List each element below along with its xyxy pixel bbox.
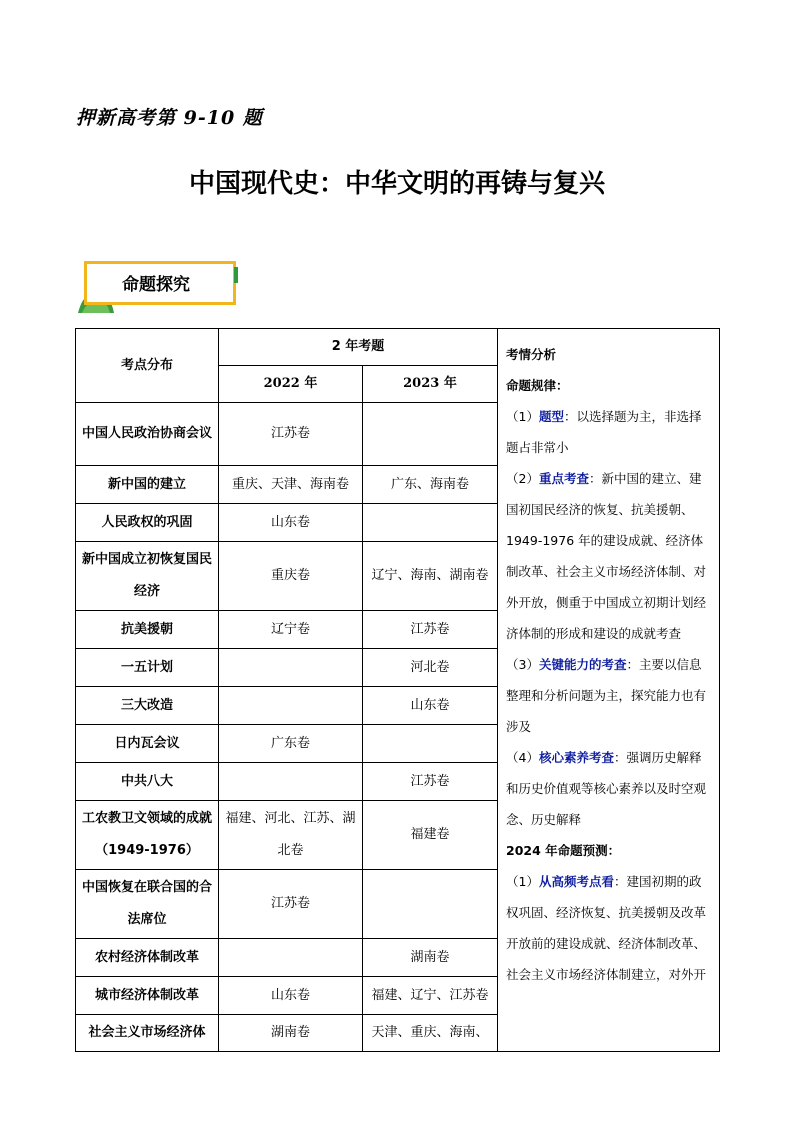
badge-label: 命题探究 bbox=[122, 275, 190, 295]
table-row-2022: 重庆卷 bbox=[219, 542, 363, 611]
header-2022: 2022 年 bbox=[219, 366, 363, 403]
table-row-2023 bbox=[363, 870, 498, 939]
table-row-2023 bbox=[363, 403, 498, 466]
header-title: 押新高考第 9-10 题 bbox=[76, 107, 263, 129]
table-row-2022: 山东卷 bbox=[219, 504, 363, 542]
point-3: （3）关键能力的考查：主要以信息整理和分析问题为主，探究能力也有涉及 bbox=[506, 657, 707, 734]
point-4: （4）核心素养考查：强调历史解释和历史价值观等核心素养以及时空观念、历史解释 bbox=[506, 750, 707, 827]
table-row-2023: 广东、海南卷 bbox=[363, 466, 498, 504]
table-row-2023 bbox=[363, 504, 498, 542]
table-row-topic: 日内瓦会议 bbox=[76, 725, 219, 763]
table-row-topic: 城市经济体制改革 bbox=[76, 977, 219, 1015]
table-row-2022: 山东卷 bbox=[219, 977, 363, 1015]
table-row-2022: 福建、河北、江苏、湖北卷 bbox=[219, 801, 363, 870]
table-row-topic: 中国人民政治协商会议 bbox=[76, 403, 219, 466]
table-row-2023: 江苏卷 bbox=[363, 763, 498, 801]
table-row-2022 bbox=[219, 649, 363, 687]
table-row-2022: 广东卷 bbox=[219, 725, 363, 763]
exam-table bbox=[75, 328, 720, 1052]
table-row-2023: 天津、重庆、海南、 bbox=[363, 1015, 498, 1052]
table-row-topic: 一五计划 bbox=[76, 649, 219, 687]
table-row-2022: 重庆、天津、海南卷 bbox=[219, 466, 363, 504]
table-row-topic: 人民政权的巩固 bbox=[76, 504, 219, 542]
table-row-2023 bbox=[363, 725, 498, 763]
header-two-years: 2 年考题 bbox=[219, 329, 498, 366]
table-row-2023: 福建、辽宁、江苏卷 bbox=[363, 977, 498, 1015]
table-row-2023: 辽宁、海南、湖南卷 bbox=[363, 542, 498, 611]
table-row-topic: 工农教卫文领域的成就（1949-1976） bbox=[76, 801, 219, 870]
table-row-2022: 湖南卷 bbox=[219, 1015, 363, 1052]
forecast-heading: 2024 年命题预测： bbox=[506, 843, 621, 858]
analysis-heading: 考情分析 bbox=[506, 347, 557, 362]
table-row-topic: 新中国的建立 bbox=[76, 466, 219, 504]
table-row-topic: 抗美援朝 bbox=[76, 611, 219, 649]
table-row-2022: 辽宁卷 bbox=[219, 611, 363, 649]
table-row-2022 bbox=[219, 687, 363, 725]
section-badge bbox=[78, 259, 250, 313]
table-row-2022: 江苏卷 bbox=[219, 403, 363, 466]
header-topic: 考点分布 bbox=[76, 329, 219, 403]
point-2: （2）重点考查：新中国的建立、建国初国民经济的恢复、抗美援朝、1949-1976 年的建设成就、经济体制改革、社会主义市场经济体制、对外开放，侧重于中国成立初期计划经济体制的形成和建设的成就考查 bbox=[506, 471, 707, 641]
table-row-topic: 新中国成立初恢复国民经济 bbox=[76, 542, 219, 611]
table-row-2023: 河北卷 bbox=[363, 649, 498, 687]
table-row-2022 bbox=[219, 939, 363, 977]
table-row-topic: 农村经济体制改革 bbox=[76, 939, 219, 977]
point-1: （1）题型：以选择题为主，非选择题占非常小 bbox=[506, 409, 702, 455]
table-row-2023: 湖南卷 bbox=[363, 939, 498, 977]
table-row-topic: 三大改造 bbox=[76, 687, 219, 725]
table-row-2023: 福建卷 bbox=[363, 801, 498, 870]
header-2023: 2023 年 bbox=[363, 366, 498, 403]
table-row-topic: 社会主义市场经济体 bbox=[76, 1015, 219, 1052]
rule-heading: 命题规律： bbox=[506, 378, 569, 393]
table-row-2023: 江苏卷 bbox=[363, 611, 498, 649]
table-row-2022 bbox=[219, 763, 363, 801]
analysis-panel bbox=[498, 329, 720, 1052]
badge-accent-bar bbox=[234, 267, 238, 283]
table-row-2022: 江苏卷 bbox=[219, 870, 363, 939]
page-title: 中国现代史：中华文明的再铸与复兴 bbox=[188, 169, 605, 199]
table-row-2023: 山东卷 bbox=[363, 687, 498, 725]
table-row-topic: 中国恢复在联合国的合法席位 bbox=[76, 870, 219, 939]
forecast-1: （1）从高频考点看：建国初期的政权巩固、经济恢复、抗美援朝及改革开放前的建设成就、经济体制改革、社会主义市场经济体制建立，对外开 bbox=[506, 874, 707, 982]
table-row-topic: 中共八大 bbox=[76, 763, 219, 801]
